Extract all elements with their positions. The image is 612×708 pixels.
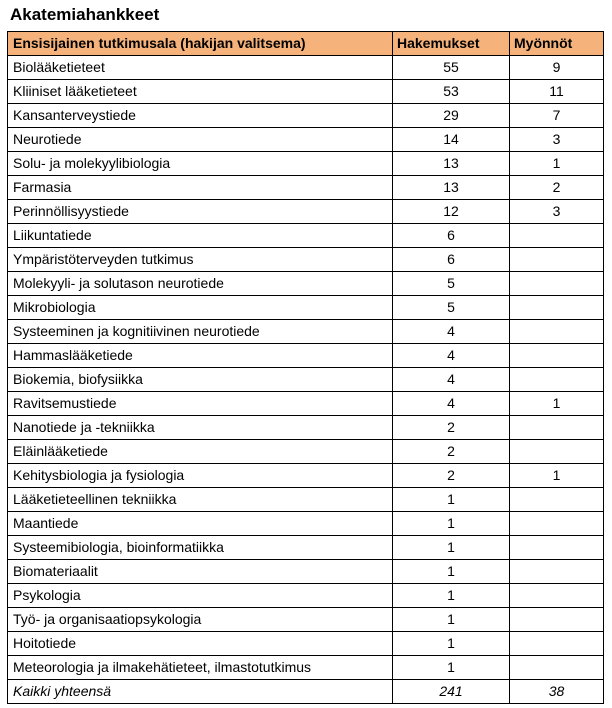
cell-applications: 4	[393, 368, 510, 392]
cell-applications: 1	[393, 536, 510, 560]
table-header-row	[8, 32, 604, 56]
table-row	[8, 560, 604, 584]
cell-applications: 53	[393, 80, 510, 104]
cell-applications: 1	[393, 632, 510, 656]
cell-granted	[510, 656, 604, 680]
cell-field: Hoitotiede	[8, 632, 393, 656]
cell-applications: 6	[393, 224, 510, 248]
cell-field: Kliiniset lääketieteet	[8, 80, 393, 104]
cell-field: Liikuntatiede	[8, 224, 393, 248]
cell-granted: 11	[510, 80, 604, 104]
cell-granted	[510, 416, 604, 440]
cell-field: Solu- ja molekyylibiologia	[8, 152, 393, 176]
cell-granted	[510, 608, 604, 632]
cell-applications: 4	[393, 344, 510, 368]
cell-applications: 1	[393, 512, 510, 536]
cell-field: Systeeminen ja kognitiivinen neurotiede	[8, 320, 393, 344]
cell-granted	[510, 512, 604, 536]
total-label: Kaikki yhteensä	[8, 680, 393, 704]
cell-granted	[510, 536, 604, 560]
cell-applications: 1	[393, 608, 510, 632]
table-row	[8, 488, 604, 512]
cell-applications: 5	[393, 272, 510, 296]
cell-applications: 4	[393, 392, 510, 416]
cell-granted	[510, 368, 604, 392]
cell-field: Maantiede	[8, 512, 393, 536]
table-row	[8, 296, 604, 320]
table-row	[8, 104, 604, 128]
cell-applications: 5	[393, 296, 510, 320]
cell-granted: 1	[510, 392, 604, 416]
table-row	[8, 512, 604, 536]
table-row	[8, 224, 604, 248]
cell-granted	[510, 584, 604, 608]
cell-field: Biokemia, biofysiikka	[8, 368, 393, 392]
cell-field: Kehitysbiologia ja fysiologia	[8, 464, 393, 488]
table-row	[8, 440, 604, 464]
cell-granted	[510, 440, 604, 464]
table-row	[8, 656, 604, 680]
cell-applications: 55	[393, 56, 510, 80]
header-field: Ensisijainen tutkimusala (hakijan valitsema)	[8, 32, 393, 56]
table-row	[8, 320, 604, 344]
cell-field: Meteorologia ja ilmakehätieteet, ilmastotutkimus	[8, 656, 393, 680]
cell-applications: 2	[393, 416, 510, 440]
table-body	[8, 56, 604, 704]
table-row	[8, 608, 604, 632]
data-table	[7, 31, 604, 704]
cell-applications: 14	[393, 128, 510, 152]
cell-applications: 13	[393, 176, 510, 200]
cell-field: Työ- ja organisaatiopsykologia	[8, 608, 393, 632]
table-row	[8, 584, 604, 608]
table-row	[8, 416, 604, 440]
cell-field: Neurotiede	[8, 128, 393, 152]
table-row	[8, 56, 604, 80]
cell-granted: 9	[510, 56, 604, 80]
table-row	[8, 176, 604, 200]
total-granted: 38	[510, 680, 604, 704]
table-row	[8, 344, 604, 368]
table-row	[8, 272, 604, 296]
cell-granted	[510, 296, 604, 320]
header-applications: Hakemukset	[393, 32, 510, 56]
cell-field: Psykologia	[8, 584, 393, 608]
cell-applications: 1	[393, 656, 510, 680]
cell-granted: 1	[510, 464, 604, 488]
cell-granted	[510, 488, 604, 512]
cell-granted	[510, 224, 604, 248]
cell-granted: 2	[510, 176, 604, 200]
table-row	[8, 128, 604, 152]
total-applications: 241	[393, 680, 510, 704]
cell-field: Molekyyli- ja solutason neurotiede	[8, 272, 393, 296]
header-granted: Myönnöt	[510, 32, 604, 56]
table-row	[8, 248, 604, 272]
cell-field: Eläinlääketiede	[8, 440, 393, 464]
cell-applications: 4	[393, 320, 510, 344]
cell-field: Biolääketieteet	[8, 56, 393, 80]
table-row	[8, 368, 604, 392]
cell-applications: 2	[393, 464, 510, 488]
cell-field: Kansanterveystiede	[8, 104, 393, 128]
table-row	[8, 536, 604, 560]
table-row	[8, 200, 604, 224]
cell-granted: 3	[510, 128, 604, 152]
total-row	[8, 680, 604, 704]
cell-applications: 29	[393, 104, 510, 128]
cell-granted: 7	[510, 104, 604, 128]
table-row	[8, 80, 604, 104]
cell-granted	[510, 248, 604, 272]
cell-field: Biomateriaalit	[8, 560, 393, 584]
cell-granted	[510, 272, 604, 296]
table-row	[8, 392, 604, 416]
cell-field: Nanotiede ja -tekniikka	[8, 416, 393, 440]
table-row	[8, 632, 604, 656]
cell-applications: 2	[393, 440, 510, 464]
cell-granted	[510, 320, 604, 344]
table-row	[8, 464, 604, 488]
cell-field: Mikrobiologia	[8, 296, 393, 320]
cell-field: Perinnöllisyystiede	[8, 200, 393, 224]
cell-field: Hammaslääketiede	[8, 344, 393, 368]
table-row	[8, 152, 604, 176]
cell-granted	[510, 344, 604, 368]
cell-field: Lääketieteellinen tekniikka	[8, 488, 393, 512]
cell-field: Ympäristöterveyden tutkimus	[8, 248, 393, 272]
cell-applications: 6	[393, 248, 510, 272]
cell-granted	[510, 632, 604, 656]
cell-field: Systeemibiologia, bioinformatiikka	[8, 536, 393, 560]
cell-granted: 3	[510, 200, 604, 224]
cell-applications: 1	[393, 584, 510, 608]
cell-granted: 1	[510, 152, 604, 176]
cell-applications: 1	[393, 488, 510, 512]
cell-applications: 13	[393, 152, 510, 176]
cell-granted	[510, 560, 604, 584]
cell-field: Farmasia	[8, 176, 393, 200]
cell-field: Ravitsemustiede	[8, 392, 393, 416]
cell-applications: 1	[393, 560, 510, 584]
cell-applications: 12	[393, 200, 510, 224]
page-title: Akatemiahankkeet	[10, 5, 160, 24]
